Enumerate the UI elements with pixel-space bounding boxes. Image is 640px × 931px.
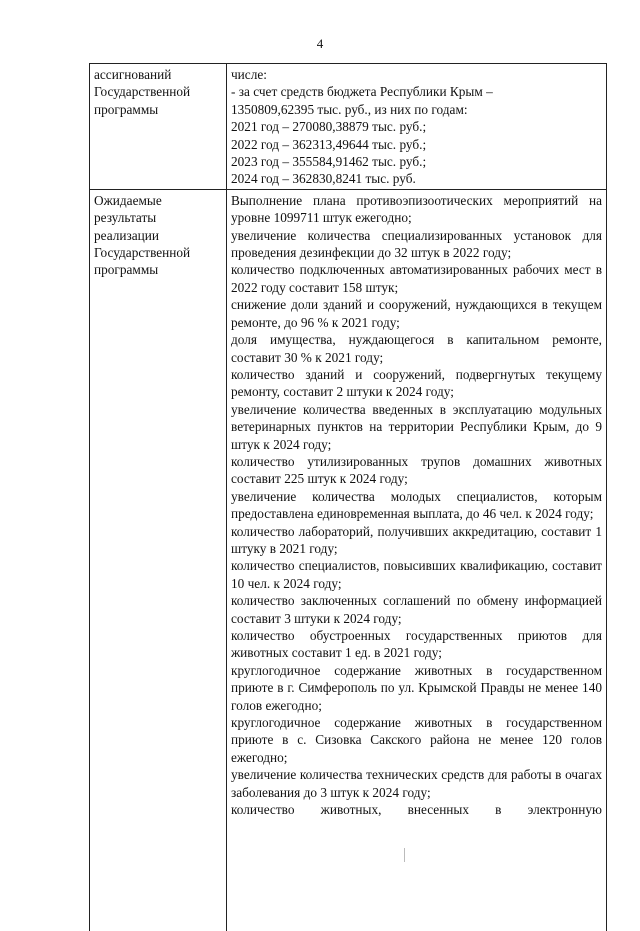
- results-list: [231, 192, 602, 930]
- result-item: количество утилизированных трупов домашних животных составит 225 штук к 2024 году;: [231, 453, 602, 487]
- row-content-budget: [227, 64, 607, 190]
- budget-year-2021: 2021 год – 270080,38879 тыс. руб.;: [231, 119, 427, 135]
- result-item: снижение доли зданий и сооружений, нуждающихся в текущем ремонте, до 96 % к 2021 году;: [231, 297, 602, 330]
- scan-mark: [404, 848, 405, 862]
- label-line: реализации: [94, 227, 159, 243]
- label-line: Ожидаемые: [94, 192, 162, 208]
- row-label-budget: [90, 64, 227, 190]
- result-item: количество подключенных автоматизированных рабочих мест в 2022 году составит 158 штук;: [231, 262, 602, 295]
- label-line: Государственной: [94, 245, 191, 261]
- budget-line: числе:: [231, 67, 267, 82]
- result-item: увеличение количества молодых специалистов, которым предоставлена единовременная выплата, до 46 чел. к 2024 году;: [231, 488, 602, 522]
- budget-line: 1350809,62395 тыс. руб., из них по годам:: [231, 101, 468, 117]
- label-line: программы: [94, 262, 159, 278]
- result-item: увеличение количества технических средств для работы в очагах заболевания до 3 штук к 2024 году;: [231, 767, 602, 800]
- result-item: количество заключенных соглашений по обмену информацией составит 3 штуки к 2024 году;: [231, 593, 602, 626]
- result-item: увеличение количества специализированных установок для проведения дезинфекции до 32 штук в 2022 году;: [231, 227, 602, 261]
- label-line: программы: [94, 101, 159, 117]
- label-line: результаты: [94, 210, 157, 226]
- page-number: 4: [316, 36, 324, 51]
- budget-year-2024: 2024 год – 362830,8241 тыс. руб.: [231, 171, 416, 187]
- table-row-budget: [90, 64, 607, 190]
- result-item: количество специалистов, повысивших квалификацию, составит 10 чел. к 2024 году;: [231, 558, 602, 591]
- program-passport-table: [89, 63, 607, 931]
- result-item: круглогодичное содержание животных в государственном приюте в г. Симферополь по ул. Крымской Правды не менее 140 голов ежегодно;: [231, 662, 602, 713]
- result-item: количество лабораторий, получивших аккредитацию, составит 1 штуку в 2021 году;: [231, 523, 602, 556]
- row-label-results: [90, 189, 227, 931]
- budget-year-2022: 2022 год – 362313,49644 тыс. руб.;: [231, 136, 427, 152]
- result-item: круглогодичное содержание животных в государственном приюте в с. Сизовка Сакского района не менее 120 голов ежегодно;: [231, 715, 602, 765]
- result-item: Выполнение плана противоэпизоотических мероприятий на уровне 1099711 штук ежегодно;: [231, 192, 602, 226]
- result-item: количество зданий и сооружений, подвергнутых текущему ремонту, составит 2 штуки к 2024 году;: [231, 366, 602, 400]
- label-line: Государственной: [94, 84, 191, 100]
- budget-line: - за счет средств бюджета Республики Крым –: [231, 84, 493, 100]
- table-row-results: [90, 189, 607, 931]
- result-item: количество обустроенных государственных приютов для животных составит 1 ед. в 2021 году;: [231, 628, 602, 661]
- label-line: ассигнований: [94, 67, 172, 82]
- result-item: количество животных, внесенных в электронную: [231, 802, 602, 818]
- result-item: доля имущества, нуждающегося в капитальном ремонте, составит 30 % к 2021 году;: [231, 332, 602, 365]
- row-content-results: [227, 189, 607, 931]
- result-item: увеличение количества введенных в эксплуатацию модульных ветеринарных пунктов на территории Республики Крым, до 9 штук к 2024 году;: [231, 401, 602, 452]
- budget-year-2023: 2023 год – 355584,91462 тыс. руб.;: [231, 154, 427, 170]
